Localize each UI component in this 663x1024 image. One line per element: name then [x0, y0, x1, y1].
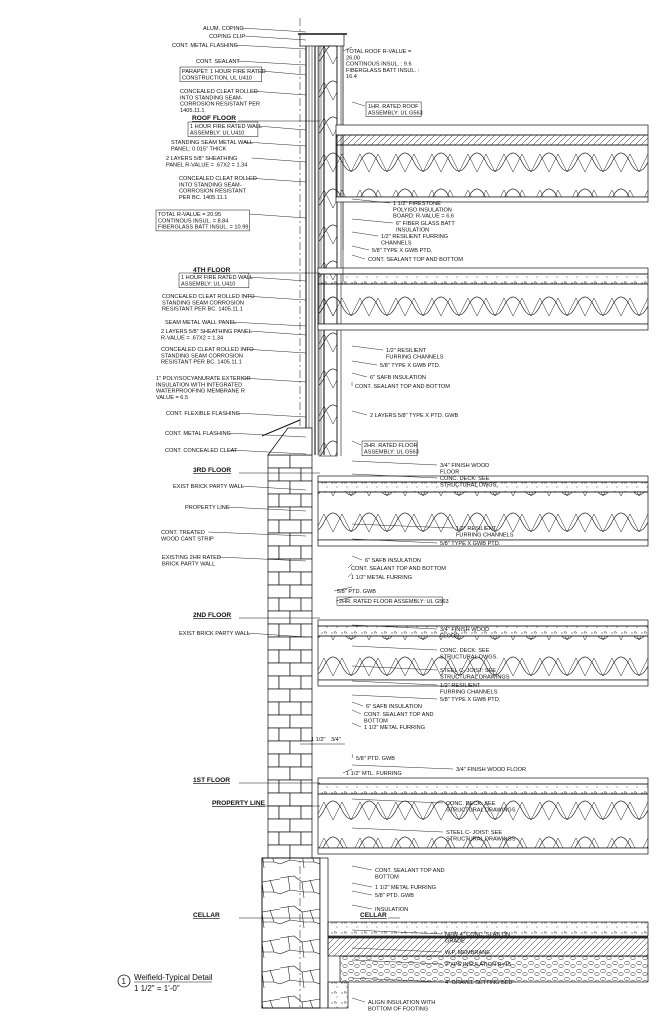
brick [301, 624, 312, 637]
note-fiberglass-batt-line: 6" FIBER GLASS BATT [396, 221, 455, 227]
brick [279, 520, 301, 533]
second-floor-assembly-finish [318, 620, 648, 626]
first-floor-assembly-finish [318, 778, 648, 784]
floor-label-second: 2ND FLOOR [193, 612, 232, 619]
floor-label-property: PROPERTY LINE [212, 800, 266, 807]
leader-furring-roof [352, 232, 378, 236]
brick [301, 754, 312, 767]
brick [268, 650, 279, 663]
brick [268, 455, 290, 468]
brick [268, 598, 279, 611]
note-safb-2-line: 6" SAFB INSULATION [366, 704, 422, 710]
note-furring-roof-line: 1/2" RESILIENT FURRING [381, 234, 449, 240]
brick [301, 650, 312, 663]
note-flex-flashing-line: CONT. FLEXIBLE FLASHING [166, 411, 240, 417]
brick [301, 572, 312, 585]
note-cont-metal-flashing-top-line: CONT. METAL FLASHING [172, 43, 238, 49]
brick [290, 611, 312, 624]
brick [268, 663, 290, 676]
note-cleat-3-line: STANDING SEAM CORROSION [162, 300, 244, 307]
note-cont-sealant-line: CONT. SEALANT [196, 59, 240, 65]
brick [268, 832, 279, 845]
brick [279, 806, 301, 819]
note-slab-line: NEW 4" CONC. SLAB ON [445, 932, 511, 938]
leader-metal-furring-2 [352, 723, 361, 727]
note-concealed-cleat-line: CONT. CONCEALED CLEAT [165, 448, 238, 454]
leader-sheathing-2 [250, 331, 306, 335]
note-wood-floor-3-line: 3/4" FINISH WOOD [440, 463, 490, 469]
note-sealant-2-line: CONT. SEALANT TOP AND [364, 712, 434, 718]
note-xps-line: 2"XPS INSULATION R=15 [445, 962, 512, 968]
brick [290, 793, 312, 806]
leader-polyiso-ext [242, 378, 306, 382]
note-footing-line: ALIGN INSULATION WITH [368, 1000, 436, 1006]
note-deck-1-line: STRUCTURAL DRAWINGS [446, 807, 516, 814]
note-roof-r-value-line: FIBERGLASS BATT INSUL. : [346, 67, 420, 74]
note-gwb-1-line: 5/8" PTD. GWB [356, 756, 395, 762]
brick [290, 481, 312, 494]
brick [279, 650, 301, 663]
brick [268, 754, 279, 767]
note-property-line-1-line: PROPERTY LINE [185, 505, 230, 511]
leader-wall-rating-1 [258, 126, 306, 130]
note-wood-floor-3-line: FLOOR [440, 469, 460, 476]
note-mtl-furring-1-line: 1 1/2" MTL. FURRING [346, 771, 402, 777]
note-cleat-2-line: PER BC. 1405.11.1 [179, 194, 228, 201]
brick [279, 780, 301, 793]
note-gwb-4-line: 5/8" TYPE X GWB PTD. [380, 363, 441, 369]
note-deck-1-line: CONC. DECK: SEE [446, 801, 496, 807]
brick [290, 533, 312, 546]
leader-roof-rating [352, 102, 365, 106]
note-cleat-1-line: 1405.11.1 [180, 107, 205, 114]
note-brick-wall-2hr-line: BRICK PARTY WALL [162, 561, 216, 568]
note-cleat-1-line: CONCEALED CLEAT ROLLED [180, 89, 258, 95]
note-joist-2-line: STEEL C- JOIST: SEE [440, 668, 497, 674]
note-sheathing-1-line: 2 LAYERS 5/8" SHEATHING [166, 156, 238, 162]
brick [301, 702, 312, 715]
note-cleat-2-line: CONCEALED CLEAT ROLLED [179, 176, 257, 182]
note-sealant-cellar-line: CONT. SEALANT TOP AND [375, 868, 445, 874]
note-ptd-gwb-3-line: 5/8" PTD. GWB [337, 589, 376, 595]
brick [268, 481, 290, 494]
leader-sealant-cellar [352, 866, 372, 870]
second-floor-assembly-ceiling [318, 680, 648, 686]
note-cleat-3-line: CONCEALED CLEAT ROLLED INTO [162, 294, 255, 300]
note-deck-3-line: CONC. DECK: SEE [440, 476, 490, 482]
note-brick-wall-2-line: EXIST BRICK PARTY WALL [179, 631, 250, 637]
note-roof-rating-line: 1HR. RATED ROOF [368, 104, 419, 110]
floor-label-cellar: CELLAR [193, 912, 220, 919]
brick [268, 767, 290, 780]
brick [268, 637, 290, 650]
note-metal-flashing-line: CONT. METAL FLASHING [165, 431, 231, 437]
leader-footing [352, 998, 365, 1002]
note-roof-r-value-line: 26.00 [346, 55, 360, 62]
note-metal-furring-2-line: 1 1/2" METAL FURRING [364, 725, 426, 731]
note-furring-roof-line: CHANNELS [381, 240, 412, 247]
stone-foundation [262, 858, 320, 1008]
brick [290, 845, 312, 858]
note-polyiso-board-line: POLYISO INSULATION [393, 207, 452, 214]
leader-sealant-2 [352, 710, 361, 714]
note-floor-rating-2-line: 2HR. RATED FLOOR ASSEMBLY: UL G563 [339, 599, 449, 605]
note-cleat-2-line: INTO STANDING SEAM- [179, 182, 242, 189]
brick [268, 819, 290, 832]
note-floor-rating-3-line: ASSEMBLY: UL G563 [364, 449, 419, 456]
roof-joist-space [336, 145, 648, 197]
note-wall-r-value-line: TOTAL R-VALUE = 20.95 [158, 212, 222, 218]
fourth-floor-assembly-joists [318, 284, 648, 324]
brick [290, 663, 312, 676]
note-coping-clip-line: COPING CLIP [209, 34, 246, 40]
leader-seam-panel [230, 322, 306, 326]
note-metal-furring-3-line: 1 1/2" METAL FURRING [351, 575, 413, 581]
detail-scale: 1 1/2" = 1'-0" [134, 984, 180, 993]
detail-title: Weifield-Typical Detail [134, 973, 213, 982]
note-furring-2-line: FURRING CHANNELS [440, 689, 498, 696]
floor-label-first: 1ST FLOOR [193, 777, 230, 784]
brick [279, 468, 301, 481]
note-alum-coping-line: ALUM. COPING [203, 26, 244, 32]
note-wood-floor-1-line: 3/4" FINISH WOOD FLOOR [456, 767, 527, 773]
brick [290, 585, 312, 598]
brick [268, 689, 290, 702]
note-wp-membrane-line: W.P. MEMBRANE [445, 950, 490, 956]
leader-insulation-cellar [352, 905, 372, 909]
brick [268, 806, 279, 819]
note-deck-2-line: CONC. DECK: SEE [440, 648, 490, 654]
leader-safb-3 [352, 556, 362, 560]
brick [268, 546, 279, 559]
brick [268, 780, 279, 793]
leader-wood-floor-1 [352, 765, 453, 769]
brick [301, 676, 312, 689]
first-floor-assembly-deck [318, 784, 648, 794]
leader-safb-4 [352, 373, 367, 377]
note-furring-4-line: FURRING CHANNELS [386, 354, 444, 361]
leader-gwb-1 [352, 754, 353, 758]
note-roof-r-value-line: TOTAL ROOF R-VALUE = [346, 49, 412, 55]
note-parapet-rating-line: CONSTRUCTION, UL U410 [182, 75, 253, 82]
brick [290, 455, 312, 468]
note-cant-strip-line: WOOD CANT STRIP [161, 536, 214, 543]
brick [290, 689, 312, 702]
fourth-floor-assembly-finish [318, 268, 648, 274]
leader-metal-furring-cellar [352, 883, 372, 887]
note-insulation-cellar-line: INSULATION [375, 907, 409, 913]
brick [279, 598, 301, 611]
brick [279, 702, 301, 715]
floor-label-third: 3RD FLOOR [193, 467, 232, 474]
gravel-bed [340, 956, 648, 982]
note-cleat-3-line: RESISTANT PER BC. 1405.11.1 [162, 306, 243, 313]
brick [268, 494, 279, 507]
brick [268, 793, 290, 806]
leader-fiberglass-batt [352, 219, 393, 223]
note-deck-2-line: STRUCTURAL DWGS. [440, 654, 498, 661]
note-cant-strip-line: CONT. TREATED [161, 530, 205, 536]
brick [279, 546, 301, 559]
leader-gwb-2layers [352, 411, 367, 415]
leader-furring-4 [352, 346, 383, 350]
note-cleat-2-line: CORROSION RESISTANT [179, 188, 247, 195]
brick [279, 676, 301, 689]
note-polyiso-ext-line: WATERPROOFING MEMBRANE R [156, 388, 245, 395]
wall-batt-insulation [319, 46, 337, 456]
dimension-dim-a: 1 1/2" [311, 737, 326, 743]
leader-gwb-cellar [352, 891, 372, 895]
roof-membrane [336, 125, 648, 135]
brick [268, 507, 290, 520]
foundation-insulation [320, 858, 328, 1008]
leader-parapet-rating [262, 71, 306, 75]
leader-alum-coping [241, 28, 306, 32]
leader-standing-seam [245, 142, 306, 146]
note-gwb-3-line: 5/8" TYPE X GWB PTD. [440, 541, 501, 547]
brick [268, 468, 279, 481]
brick [290, 507, 312, 520]
brick [279, 624, 301, 637]
leader-cleat-1 [251, 91, 306, 95]
note-sealant-4-line: CONT. SEALANT TOP AND BOTTOM [355, 384, 450, 390]
brick [279, 832, 301, 845]
note-standing-seam-line: STANDING SEAM METAL WALL [171, 140, 254, 146]
note-fiberglass-batt-line: INSULATION [396, 227, 430, 234]
note-gwb-2-line: 5/8" TYPE X GWB PTD. [440, 697, 501, 703]
note-parapet-rating-line: PARAPET: 1 HOUR FIRE RATED [182, 69, 266, 75]
brick [279, 572, 301, 585]
brick [290, 819, 312, 832]
brick [301, 546, 312, 559]
brick [279, 494, 301, 507]
note-standing-seam-line: PANEL: 0.015" THICK [171, 146, 227, 153]
note-polyiso-board-line: 1 1/2" FIRESTONE [393, 201, 441, 207]
note-wall-r-value-line: CONTINOUS INSUL. = 8.84 [158, 218, 229, 225]
brick [301, 780, 312, 793]
note-polyiso-ext-line: INSULATION WITH INTEGRATED [156, 382, 243, 389]
note-cleat-1-line: CORROSION RESISTANT PER [180, 101, 260, 108]
note-joist-1-line: STEEL C- JOIST: SEE [446, 830, 503, 836]
note-cleat-4-line: STANDING SEAM CORROSION [161, 353, 243, 360]
brick [290, 767, 312, 780]
note-gwb-cellar-line: 5/8" PTD. GWB [375, 893, 414, 899]
brick [268, 741, 290, 754]
note-sheathing-2-line: 2 LAYERS 5/8" SHEATHING PANEL [161, 329, 252, 335]
note-wall-r-value-line: FIBERGLASS BATT INSUL. = 10.99 [158, 224, 249, 231]
note-seam-panel-line: SEAM METAL WALL PANEL [165, 320, 237, 326]
note-deck-3-line: STRUCTURAL DWGS. [440, 482, 498, 489]
brick [301, 520, 312, 533]
brick [268, 520, 279, 533]
footing [328, 982, 348, 1008]
note-polyiso-board-line: BOARD: R-VALUE = 6.6 [393, 213, 454, 220]
brick [268, 845, 290, 858]
leader-cont-sealant [237, 61, 306, 65]
brick [268, 572, 279, 585]
leader-sealant-roof [352, 255, 365, 259]
note-sealant-cellar-line: BOTTOM [375, 874, 399, 881]
note-polyiso-ext-line: 1" POLYISOCYANURATE EXTERIOR [156, 376, 251, 382]
brick [268, 702, 279, 715]
note-roof-r-value-line: CONTINOUS INSUL. : 9.6 [346, 61, 412, 68]
note-sealant-2-line: BOTTOM [364, 718, 388, 725]
dimension-dim-b: 3/4" [331, 737, 341, 743]
note-sealant-roof-line: CONT. SEALANT TOP AND BOTTOM [368, 257, 463, 263]
note-sealant-3-line: CONT. SEALANT TOP AND BOTTOM [351, 566, 446, 572]
brick [301, 806, 312, 819]
note-cleat-4-line: CONCEALED CLEAT ROLLED INTO [161, 347, 254, 353]
note-sheathing-1-line: PANEL R-VALUE = .67X2 = 1.34 [166, 162, 248, 169]
fourth-floor-assembly-ceiling [318, 324, 648, 330]
note-roof-r-value-line: 16.4 [346, 74, 357, 81]
brick [301, 598, 312, 611]
note-wall-rating-2-line: ASSEMBLY: UL U410 [181, 281, 236, 288]
note-footing-line: BOTTOM OF FOOTING [368, 1006, 429, 1013]
leader-sheathing-1 [252, 158, 306, 162]
note-furring-3-line: FURRING CHANNELS [456, 532, 514, 539]
note-polyiso-ext-line: VALUE = 6.5 [156, 394, 189, 401]
note-slab-line: GRADE [445, 938, 465, 945]
floor-label-fourth: 4TH FLOOR [193, 267, 231, 274]
brick [268, 611, 290, 624]
brick [279, 754, 301, 767]
note-cleat-4-line: RESISTANT PER BC. 1405.11.1 [161, 359, 242, 366]
note-brick-wall-1-line: EXIST BRICK PARTY WALL [173, 484, 244, 490]
note-furring-2-line: 1/2" RESILIENT [440, 683, 481, 689]
leader-coping-clip [244, 36, 306, 40]
brick [268, 676, 279, 689]
note-brick-wall-2hr-line: EXISTING 2HR RATED [162, 555, 221, 561]
brick [301, 468, 312, 481]
note-gwb-2layers-line: 2 LAYERS 5/8" TYPE X PTD. GWB [370, 413, 459, 419]
note-floor-rating-3-line: 2HR. RATED FLOOR [364, 443, 418, 449]
brick [268, 728, 279, 741]
leader-safb-2 [352, 702, 363, 706]
coping [300, 34, 344, 46]
brick [290, 715, 312, 728]
note-joist-2-line: STRUCTURAL DRAWINGS [440, 674, 510, 681]
leader-floor-rating-3 [352, 441, 361, 445]
note-furring-4-line: 1/2" RESILIENT [386, 348, 427, 354]
note-wall-rating-2-line: 1 HOUR FIRE RATED WALL [181, 275, 254, 281]
floor-label-cellar-right: CELLAR [360, 912, 387, 919]
roof-ceiling-gwb [336, 197, 648, 202]
note-gravel-line: 4" GRAVEL SETTING BED [445, 980, 513, 986]
fourth-floor-assembly-deck [318, 274, 648, 284]
brick [301, 832, 312, 845]
note-wood-floor-2-line: FLOOR [440, 633, 460, 640]
note-wood-floor-2-line: 3/4" FINISH WOOD [440, 627, 490, 633]
note-cleat-1-line: INTO STANDING SEAM- [180, 95, 243, 102]
note-gwb-roof-line: 5/8" TYPE X GWB PTD. [372, 248, 433, 254]
note-wall-rating-1-line: 1 HOUR FIRE RATED WALL [190, 124, 263, 130]
detail-number: 1 [121, 977, 126, 986]
note-wall-rating-1-line: ASSEMBLY: UL U410 [190, 130, 245, 137]
leader-wall-r-value [250, 214, 307, 218]
note-sheathing-2-line: R-VALUE = .67X2 = 1.34 [161, 335, 224, 342]
leader-cont-metal-flashing-top [234, 45, 306, 49]
note-safb-4-line: 6" SAFB INSULATION [370, 375, 426, 381]
brick [268, 715, 290, 728]
note-joist-1-line: STRUCTURAL DRAWINGS [446, 836, 516, 843]
brick [268, 559, 290, 572]
cant-strip [268, 428, 312, 455]
leader-wood-floor-3 [352, 461, 437, 465]
leader-gwb-4 [352, 361, 377, 365]
brick [290, 637, 312, 650]
first-floor-assembly-ceiling [318, 848, 648, 854]
leader-gwb-roof [352, 246, 369, 250]
leader-flex-flashing [237, 413, 306, 417]
note-furring-3-line: 1/2" RESILIENT [456, 526, 497, 532]
note-safb-3-line: 6" SAFB INSULATION [365, 558, 421, 564]
brick [301, 494, 312, 507]
brick [268, 585, 290, 598]
brick [279, 728, 301, 741]
leader-wall-rating-2 [249, 277, 306, 281]
brick [290, 741, 312, 754]
leader-gwb-2 [352, 695, 437, 699]
note-roof-rating-line: ASSEMBLY: UL G563 [368, 110, 423, 117]
roof-polyiso-board [336, 135, 648, 145]
floor-label-roof: ROOF FLOOR [192, 115, 236, 122]
note-metal-furring-cellar-line: 1 1/2" METAL FURRING [375, 885, 437, 891]
